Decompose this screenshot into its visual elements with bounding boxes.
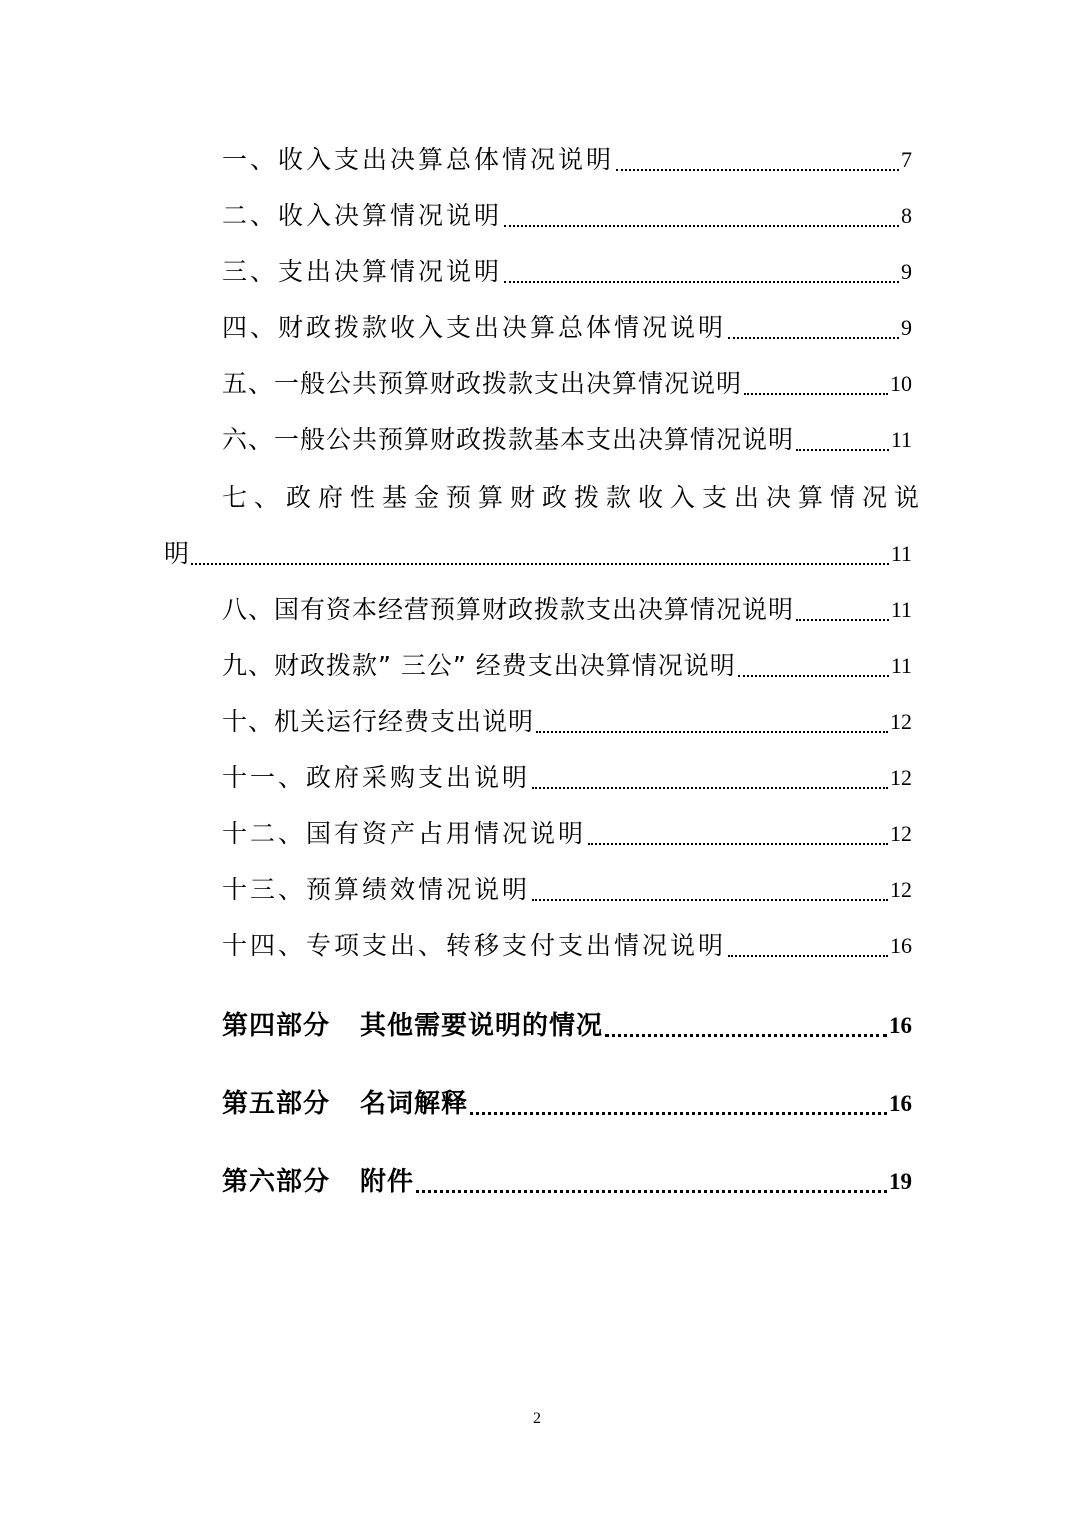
- part-number: 第六部分: [222, 1167, 331, 1197]
- toc-entry: [222, 926, 912, 966]
- toc-entry-title: 四、财政拨款收入支出决算总体情况说明: [222, 313, 727, 342]
- toc-entry-title: 明: [164, 539, 190, 568]
- toc-entry-title: 八、国有资本经营预算财政拨款支出决算情况说明: [222, 595, 795, 624]
- dot-leader: [796, 449, 889, 451]
- toc-entry-page: 11: [890, 541, 912, 566]
- part-page: 19: [889, 1169, 912, 1194]
- toc-entry-title: 九、财政拨款” 三公” 经费支出决算情况说明: [222, 651, 736, 680]
- toc-entry-wrapped-line2: [164, 534, 912, 574]
- toc-entry-title: 六、一般公共预算财政拨款基本支出决算情况说明: [222, 425, 795, 454]
- part-number: 第四部分: [222, 1011, 331, 1041]
- dot-leader: [588, 843, 888, 845]
- toc-entry-wrapped-line1: 七、政府性基金预算财政拨款收入支出决算情况说: [222, 483, 927, 512]
- toc-entry-page: 12: [890, 877, 912, 902]
- dot-leader: [744, 393, 888, 395]
- dot-leader: [728, 337, 899, 339]
- toc-entry-page: 9: [901, 259, 912, 284]
- toc-entry-title: 十、机关运行经费支出说明: [222, 707, 535, 736]
- dot-leader: [728, 955, 888, 957]
- toc-entry-page: 9: [901, 315, 912, 340]
- toc-entry: [222, 196, 912, 236]
- toc-entry-page: 11: [890, 653, 912, 678]
- toc-entry-page: 12: [890, 821, 912, 846]
- dot-leader: [416, 1190, 887, 1193]
- dot-leader: [605, 1034, 887, 1037]
- toc-entry: [222, 420, 912, 460]
- toc-entry: [222, 364, 912, 404]
- toc-entry-page: 8: [901, 203, 912, 228]
- toc-part-entry: [222, 1004, 912, 1048]
- toc-entry: [222, 814, 912, 854]
- part-page: 16: [889, 1091, 912, 1116]
- dot-leader: [532, 899, 888, 901]
- toc-entry-page: 11: [890, 427, 912, 452]
- toc-entry-title: 十四、专项支出、转移支付支出情况说明: [222, 931, 727, 960]
- part-title: 名词解释: [360, 1089, 469, 1119]
- part-title: 其他需要说明的情况: [360, 1011, 604, 1041]
- toc-entry: [222, 758, 912, 798]
- toc-entry: [222, 308, 912, 348]
- dot-leader: [470, 1112, 887, 1115]
- page-number-footer: 2: [533, 1410, 541, 1427]
- dot-leader: [191, 563, 889, 565]
- toc-entry-page: 12: [890, 709, 912, 734]
- dot-leader: [796, 619, 889, 621]
- dot-leader: [616, 169, 899, 171]
- toc-entry: [222, 590, 912, 630]
- toc-entry-page: 10: [890, 371, 912, 396]
- toc-entry: [222, 646, 912, 686]
- toc-entry-page: 12: [890, 765, 912, 790]
- dot-leader: [532, 787, 888, 789]
- toc-entry: [222, 252, 912, 292]
- dot-leader: [504, 281, 899, 283]
- toc-entry-title: 二、收入决算情况说明: [222, 201, 503, 230]
- toc-entry-title: 十二、国有资产占用情况说明: [222, 819, 587, 848]
- toc-entry-page: 16: [890, 933, 912, 958]
- toc-entry-title: 十一、政府采购支出说明: [222, 763, 531, 792]
- part-title: 附件: [360, 1167, 415, 1197]
- dot-leader: [536, 731, 888, 733]
- dot-leader: [738, 675, 889, 677]
- toc-entry-title: 一、收入支出决算总体情况说明: [222, 145, 615, 174]
- toc-entry-title: 五、一般公共预算财政拨款支出决算情况说明: [222, 369, 743, 398]
- toc-part-entry: [222, 1082, 912, 1126]
- dot-leader: [504, 225, 899, 227]
- toc-entry: [222, 870, 912, 910]
- toc-part-entry: [222, 1160, 912, 1204]
- toc-entry-page: 7: [901, 147, 912, 172]
- toc-entry: [222, 140, 912, 180]
- part-number: 第五部分: [222, 1089, 331, 1119]
- toc-entry-page: 11: [890, 597, 912, 622]
- toc-entry-title: 三、支出决算情况说明: [222, 257, 503, 286]
- toc-entry-title: 十三、预算绩效情况说明: [222, 875, 531, 904]
- toc-entry: [222, 702, 912, 742]
- part-page: 16: [889, 1013, 912, 1038]
